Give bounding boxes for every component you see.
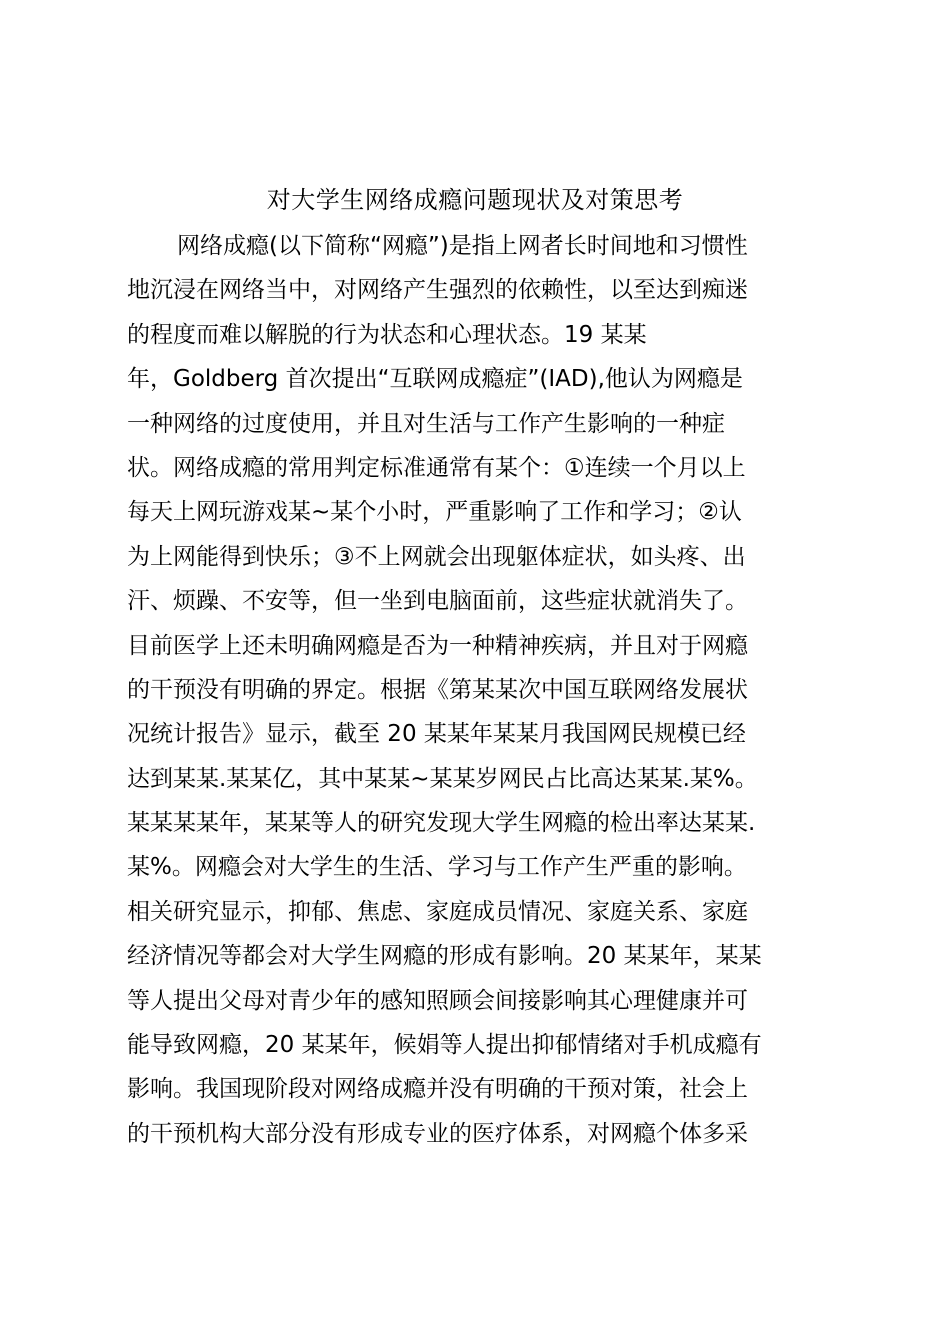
body-line: 的程度而难以解脱的行为状态和心理状态。19 某某 xyxy=(127,321,647,348)
body-line: 一种网络的过度使用，并且对生活与工作产生影响的一种症 xyxy=(127,410,725,437)
body-line: 为上网能得到快乐；③不上网就会出现躯体症状，如头疼、出 xyxy=(127,543,746,570)
body-line: 汗、烦躁、不安等，但一坐到电脑面前，这些症状就消失了。 xyxy=(127,588,748,615)
body-line: 影响。我国现阶段对网络成瘾并没有明确的干预对策，社会上 xyxy=(127,1076,748,1103)
body-line: 的干预没有明确的界定。根据《第某某次中国互联网络发展状 xyxy=(127,676,748,703)
body-line: 地沉浸在网络当中，对网络产生强烈的依赖性，以至达到痴迷 xyxy=(127,277,748,304)
body-line: 经济情况等都会对大学生网瘾的形成有影响。20 某某年，某某 xyxy=(127,943,762,970)
body-line: 每天上网玩游戏某~某个小时，严重影响了工作和学习；②认 xyxy=(127,499,742,526)
body-line: 状。网络成瘾的常用判定标准通常有某个：①连续一个月以上 xyxy=(127,454,746,481)
body-line: 的干预机构大部分没有形成专业的医疗体系，对网瘾个体多采 xyxy=(127,1120,748,1147)
body-line: 相关研究显示，抑郁、焦虑、家庭成员情况、家庭关系、家庭 xyxy=(127,898,748,925)
body-line: 某%。网瘾会对大学生的生活、学习与工作产生严重的影响。 xyxy=(127,854,747,881)
body-line: 目前医学上还未明确网瘾是否为一种精神疾病，并且对于网瘾 xyxy=(127,632,748,659)
body-line: 某某某某年，某某等人的研究发现大学生网瘾的检出率达某某. xyxy=(127,810,756,837)
document-body xyxy=(127,224,832,1156)
body-line: 年，Goldberg 首次提出“互联网成瘾症”(IAD),他认为网瘾是 xyxy=(127,366,743,393)
body-line: 等人提出父母对青少年的感知照顾会间接影响其心理健康并可 xyxy=(127,987,748,1014)
document-title: 对大学生网络成瘾问题现状及对策思考 xyxy=(266,186,684,214)
body-line: 况统计报告》显示，截至 20 某某年某某月我国网民规模已经 xyxy=(127,721,746,748)
body-line: 达到某某.某某亿，其中某某~某某岁网民占比高达某某.某%。 xyxy=(127,765,758,792)
body-line: 网络成瘾(以下简称“网瘾”)是指上网者长时间地和习惯性 xyxy=(177,233,748,259)
body-line: 能导致网瘾，20 某某年，候娟等人提出抑郁情绪对手机成瘾有 xyxy=(127,1032,762,1059)
